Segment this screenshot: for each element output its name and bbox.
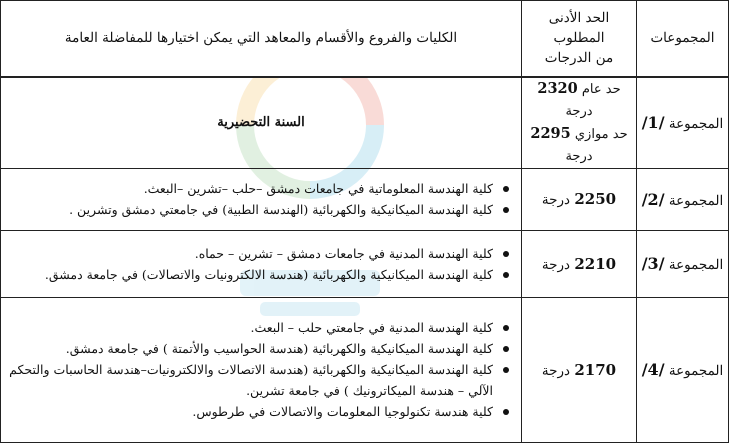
table-row [1, 168, 729, 230]
table-row [1, 77, 729, 169]
group-cell [637, 77, 729, 169]
header-min-line2: من الدرجات [544, 50, 614, 67]
group-cell [637, 230, 729, 297]
group-word: المجموعة [668, 116, 724, 132]
min-score-value: 2170 [574, 360, 617, 379]
prep-year-cell: السنة التحضيرية [1, 77, 522, 169]
list-item: كلية الهندسة الميكانيكية والكهربائية (هندسة الاتصالات والالكترونيات–هندسة الحاسبات والتحكم الآلي – هندسة الميكاترونيك ) في جامعة تشرين. [7, 359, 493, 401]
list-item: كلية الهندسة الميكانيكية والكهربائية (الهندسة الطبية) في جامعتي دمشق وتشرين . [7, 199, 493, 220]
content-cell [1, 230, 522, 297]
list-item: كلية الهندسة المدنية في جامعتي حلب – البعث. [7, 317, 493, 338]
table-row [1, 230, 729, 297]
list-item: كلية هندسة تكنولوجيا المعلومات والاتصالات في طرطوس. [7, 401, 493, 422]
min-score-unit: درجة [541, 192, 571, 208]
min-score-unit: درجة [541, 362, 571, 379]
list-item: كلية الهندسة الميكانيكية والكهربائية (هندسة الالكترونيات والاتصالات) في جامعة دمشق. [7, 264, 493, 285]
group-cell [637, 168, 729, 230]
header-groups: المجموعات [637, 1, 729, 77]
list-item: كلية الهندسة المدنية في جامعات دمشق – تشرين – حماه. [7, 243, 493, 264]
group-cell [637, 297, 729, 442]
list-item: كلية الهندسة الميكانيكية والكهربائية (هندسة الحواسيب والأتمتة ) في جامعة دمشق. [7, 338, 493, 359]
min-parallel-label: حد موازي [574, 126, 628, 142]
min-general-label: حد عام [581, 81, 621, 97]
list-item: كلية الهندسة المعلوماتية في جامعات دمشق –حلب –تشرين –البعث. [7, 178, 493, 199]
min-score-cell [522, 77, 637, 169]
header-content: الكليات والفروع والأقسام والمعاهد التي يمكن اختيارها للمفاضلة العامة [1, 1, 522, 77]
min-score-cell [522, 230, 637, 297]
group-number: /3/ [641, 254, 665, 273]
min-score-cell [522, 168, 637, 230]
min-general-unit: درجة [565, 103, 593, 119]
min-parallel-value: 2295 [530, 124, 571, 142]
group-word: المجموعة [668, 363, 724, 379]
min-score-value: 2250 [574, 190, 617, 208]
header-min-line1: الحد الأدنى المطلوب [548, 10, 610, 47]
group-number: /4/ [641, 360, 665, 379]
min-general-value: 2320 [537, 79, 578, 97]
group-number: /2/ [641, 189, 665, 209]
group-number: /1/ [641, 113, 665, 132]
min-score-value: 2210 [574, 254, 617, 273]
group-word: المجموعة [668, 257, 724, 273]
min-score-unit: درجة [541, 256, 571, 273]
group-word: المجموعة [668, 192, 724, 209]
table-row [1, 297, 729, 442]
content-cell [1, 297, 522, 442]
content-cell [1, 168, 522, 230]
min-score-cell [522, 297, 637, 442]
header-row [1, 1, 729, 77]
header-min-score [522, 1, 637, 77]
min-parallel-unit: درجة [565, 148, 593, 164]
